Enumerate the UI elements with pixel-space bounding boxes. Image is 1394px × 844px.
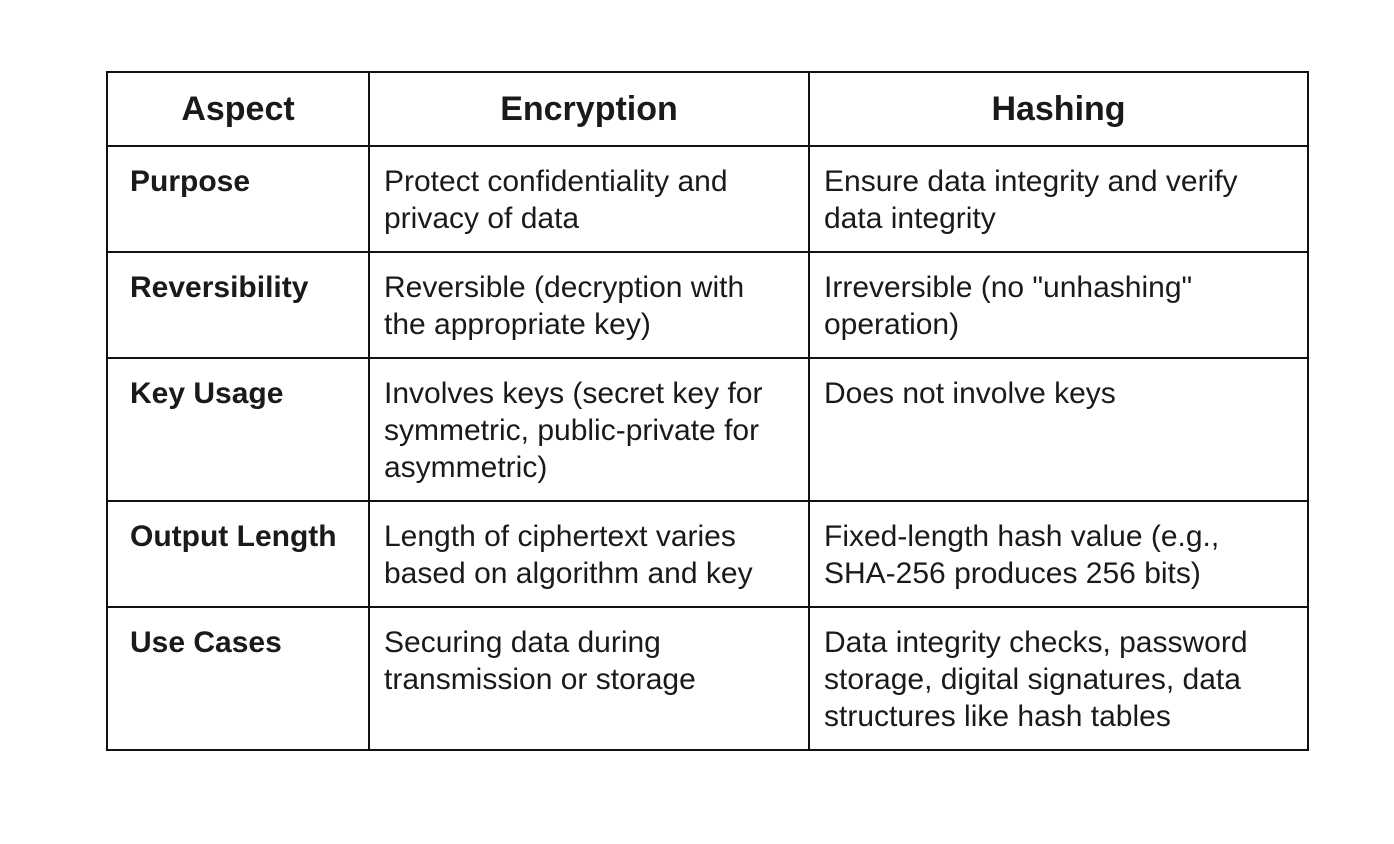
hashing-cell: Fixed-length hash value (e.g., SHA-256 produces 256 bits) <box>809 501 1308 607</box>
header-encryption: Encryption <box>369 72 809 146</box>
hashing-cell: Ensure data integrity and verify data integrity <box>809 146 1308 252</box>
encryption-cell: Securing data during transmission or storage <box>369 607 809 750</box>
aspect-cell: Use Cases <box>107 607 369 750</box>
hashing-cell: Irreversible (no "unhashing" operation) <box>809 252 1308 358</box>
comparison-table <box>106 71 1309 751</box>
encryption-cell: Reversible (decryption with the appropriate key) <box>369 252 809 358</box>
table-row-key-usage <box>107 358 1308 501</box>
aspect-cell: Key Usage <box>107 358 369 501</box>
header-aspect: Aspect <box>107 72 369 146</box>
encryption-cell: Involves keys (secret key for symmetric, public-private for asymmetric) <box>369 358 809 501</box>
table-row-output-length <box>107 501 1308 607</box>
table-row-use-cases <box>107 607 1308 750</box>
header-hashing: Hashing <box>809 72 1308 146</box>
aspect-cell: Output Length <box>107 501 369 607</box>
hashing-cell: Data integrity checks, password storage, digital signatures, data structures like hash tables <box>809 607 1308 750</box>
aspect-cell: Purpose <box>107 146 369 252</box>
table-header-row <box>107 72 1308 146</box>
aspect-cell: Reversibility <box>107 252 369 358</box>
encryption-cell: Length of ciphertext varies based on algorithm and key <box>369 501 809 607</box>
hashing-cell: Does not involve keys <box>809 358 1308 501</box>
encryption-cell: Protect confidentiality and privacy of data <box>369 146 809 252</box>
table-row-reversibility <box>107 252 1308 358</box>
table-row-purpose <box>107 146 1308 252</box>
